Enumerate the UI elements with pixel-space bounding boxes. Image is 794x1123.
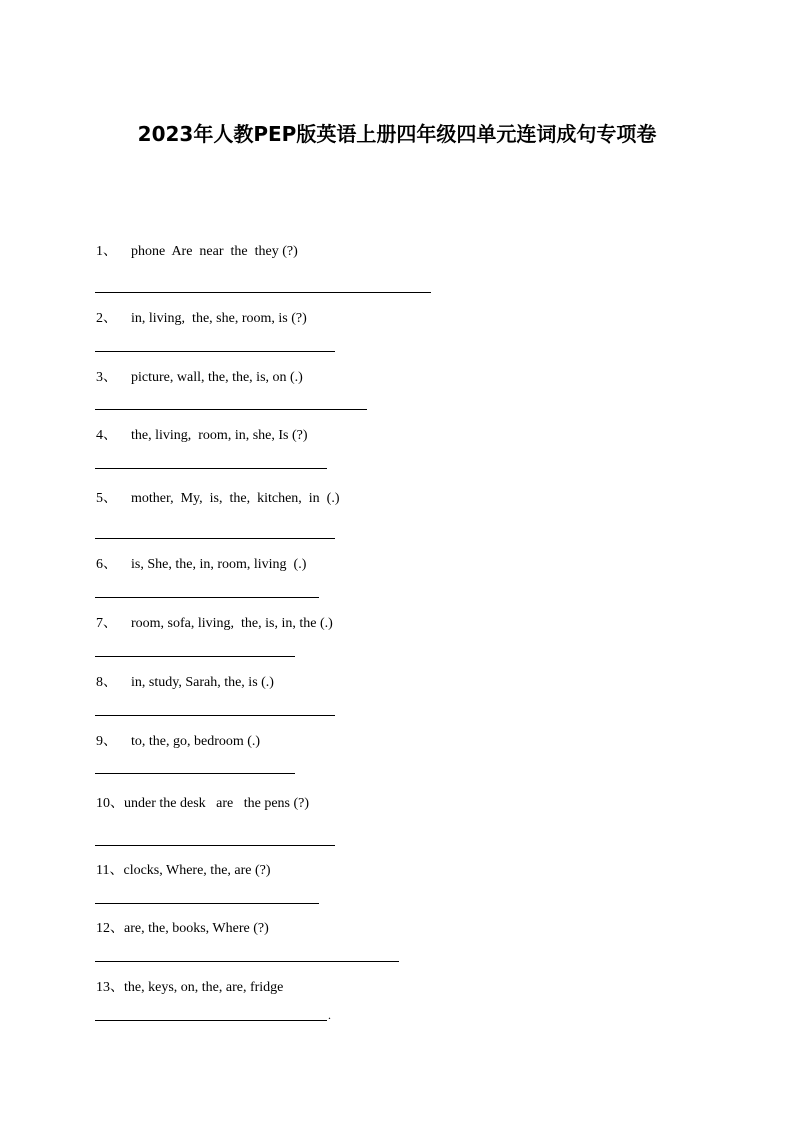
question-1 <box>96 240 298 260</box>
question-number: 12、 <box>96 921 124 936</box>
answer-line-7[interactable] <box>95 656 295 657</box>
question-12 <box>96 917 269 937</box>
question-words: under the desk are the pens (?) <box>124 796 310 811</box>
question-number: 4、 <box>96 428 117 443</box>
question-words: room, sofa, living, the, is, in, the (.) <box>131 616 333 631</box>
answer-line-5[interactable] <box>95 538 335 539</box>
question-number: 7、 <box>96 616 117 631</box>
question-number: 2、 <box>96 311 117 326</box>
question-number: 1、 <box>96 244 117 259</box>
question-number: 11、 <box>96 863 124 878</box>
question-3 <box>96 366 303 386</box>
answer-line-3[interactable] <box>95 409 367 410</box>
question-words: clocks, Where, the, are (?) <box>123 863 271 878</box>
question-words: the, living, room, in, she, Is (?) <box>131 428 308 443</box>
answer-line-11[interactable] <box>95 903 319 904</box>
answer-line-8[interactable] <box>95 715 335 716</box>
answer-line-trailing-period: . <box>328 1008 331 1022</box>
question-number: 8、 <box>96 675 117 690</box>
question-words: is, She, the, in, room, living (.) <box>131 557 307 572</box>
question-words: picture, wall, the, the, is, on (.) <box>131 370 303 385</box>
answer-line-10[interactable] <box>95 845 335 846</box>
question-words: are, the, books, Where (?) <box>124 921 269 936</box>
question-words: in, study, Sarah, the, is (.) <box>131 675 274 690</box>
question-words: mother, My, is, the, kitchen, in (.) <box>131 491 340 506</box>
question-8 <box>96 671 274 691</box>
question-number: 3、 <box>96 370 117 385</box>
question-2 <box>96 307 307 327</box>
question-number: 9、 <box>96 734 117 749</box>
question-words: to, the, go, bedroom (.) <box>131 734 261 749</box>
answer-line-2[interactable] <box>95 351 335 352</box>
question-5 <box>96 487 340 507</box>
page-title: 2023年人教PEP版英语上册四年级四单元连词成句专项卷 <box>137 122 657 146</box>
question-words: phone Are near the they (?) <box>131 244 298 259</box>
answer-line-6[interactable] <box>95 597 319 598</box>
question-9 <box>96 730 260 750</box>
question-6 <box>96 553 306 573</box>
question-number: 10、 <box>96 796 124 811</box>
question-13 <box>96 976 283 996</box>
question-10 <box>96 792 309 812</box>
answer-line-9[interactable] <box>95 773 295 774</box>
question-words: in, living, the, she, room, is (?) <box>131 311 307 326</box>
question-number: 6、 <box>96 557 117 572</box>
question-11 <box>96 859 271 879</box>
answer-line-1[interactable] <box>95 292 431 293</box>
question-number: 13、 <box>96 980 124 995</box>
question-words: the, keys, on, the, are, fridge <box>124 980 284 995</box>
question-4 <box>96 424 308 444</box>
answer-line-13[interactable] <box>95 1020 327 1021</box>
answer-line-4[interactable] <box>95 468 327 469</box>
answer-line-12[interactable] <box>95 961 399 962</box>
question-7 <box>96 612 333 632</box>
question-number: 5、 <box>96 491 117 506</box>
